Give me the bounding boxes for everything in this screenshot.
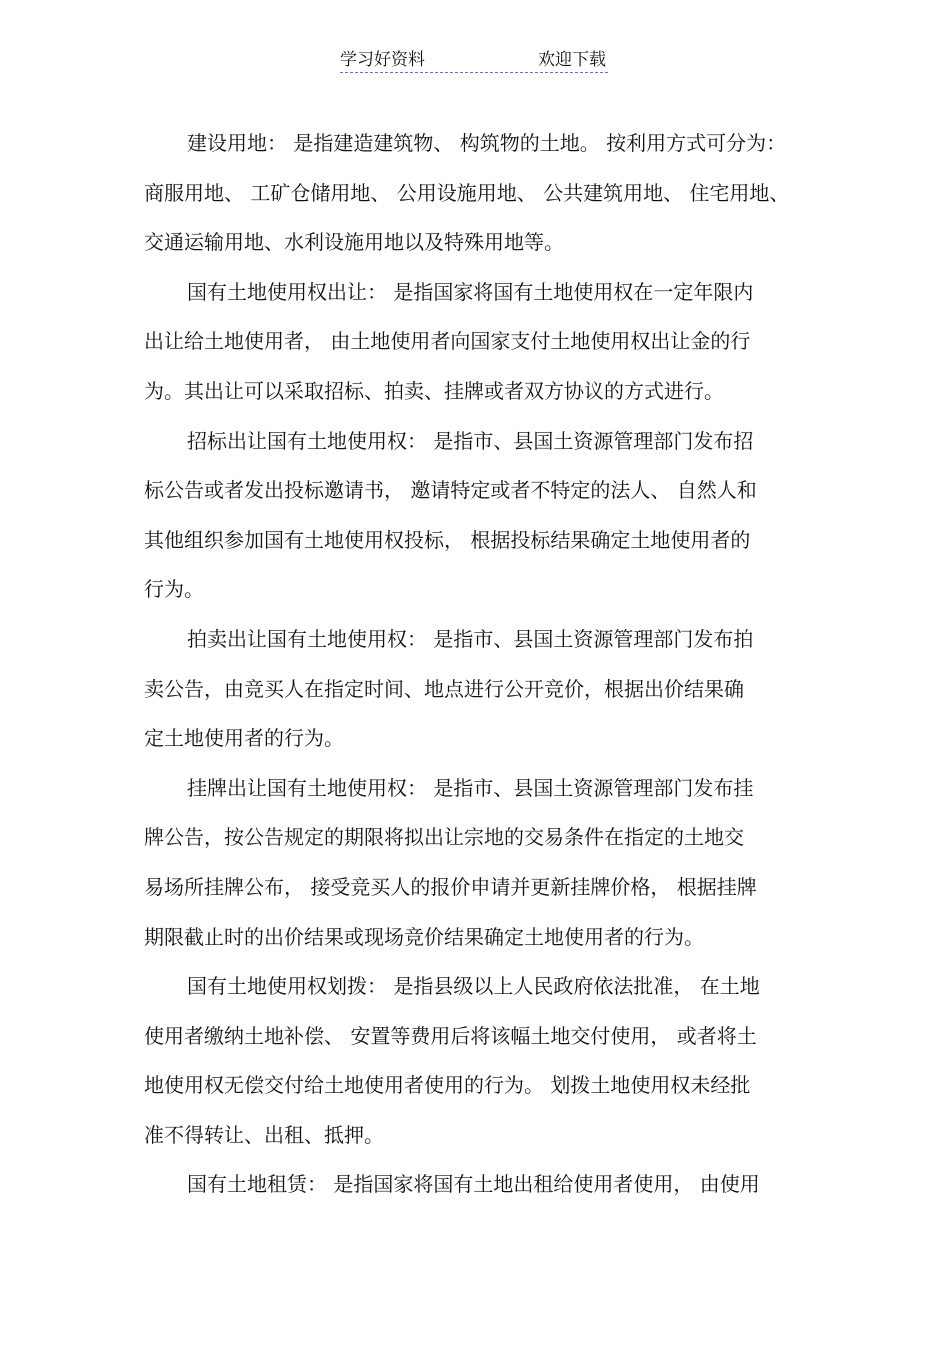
text-line: 牌公告，按公告规定的期限将拟出让宗地的交易条件在指定的土地交 xyxy=(144,825,744,850)
text-line: 期限截止时的出价结果或现场竞价结果确定土地使用者的行为。 xyxy=(144,924,704,949)
header-left-text: 学习好资料 xyxy=(340,50,425,70)
text-line: 国有土地租赁： 是指国家将国有土地出租给使用者使用， 由使用 xyxy=(187,1172,760,1197)
text-line: 标公告或者发出投标邀请书， 邀请特定或者不特定的法人、 自然人和 xyxy=(144,478,757,503)
text-line: 交通运输用地、水利设施用地以及特殊用地等。 xyxy=(144,230,564,255)
text-line: 行为。 xyxy=(144,577,204,602)
text-line: 其他组织参加国有土地使用权投标， 根据投标结果确定土地使用者的 xyxy=(144,527,751,552)
text-line: 商服用地、 工矿仓储用地、 公用设施用地、 公共建筑用地、 住宅用地、 xyxy=(144,180,790,205)
text-line: 易场所挂牌公布， 接受竞买人的报价申请并更新挂牌价格， 根据挂牌 xyxy=(144,874,757,899)
text-line: 定土地使用者的行为。 xyxy=(144,726,344,751)
text-line: 招标出让国有土地使用权： 是指市、县国土资源管理部门发布招 xyxy=(187,428,754,453)
text-line: 国有土地使用权出让： 是指国家将国有土地使用权在一定年限内 xyxy=(187,279,754,304)
text-line: 拍卖出让国有土地使用权： 是指市、县国土资源管理部门发布拍 xyxy=(187,626,754,651)
text-line: 国有土地使用权划拨： 是指县级以上人民政府依法批准， 在土地 xyxy=(187,974,760,999)
text-line: 为。其出让可以采取招标、拍卖、挂牌或者双方协议的方式进行。 xyxy=(144,378,724,403)
text-line: 出让给土地使用者， 由土地使用者向国家支付土地使用权出让金的行 xyxy=(144,329,751,354)
text-line: 挂牌出让国有土地使用权： 是指市、县国土资源管理部门发布挂 xyxy=(187,775,754,800)
text-line: 地使用权无偿交付给土地使用者使用的行为。 划拨土地使用权未经批 xyxy=(144,1073,751,1098)
page-header xyxy=(340,48,608,73)
header-right-text: 欢迎下载 xyxy=(538,50,606,70)
text-line: 准不得转让、出租、抵押。 xyxy=(144,1122,384,1147)
document-body xyxy=(144,119,804,1210)
text-line: 使用者缴纳土地补偿、 安置等费用后将该幅土地交付使用， 或者将土 xyxy=(144,1023,757,1048)
text-line: 卖公告，由竞买人在指定时间、地点进行公开竞价，根据出价结果确 xyxy=(144,676,744,701)
text-line: 建设用地： 是指建造建筑物、 构筑物的土地。 按利用方式可分为： xyxy=(187,131,787,155)
